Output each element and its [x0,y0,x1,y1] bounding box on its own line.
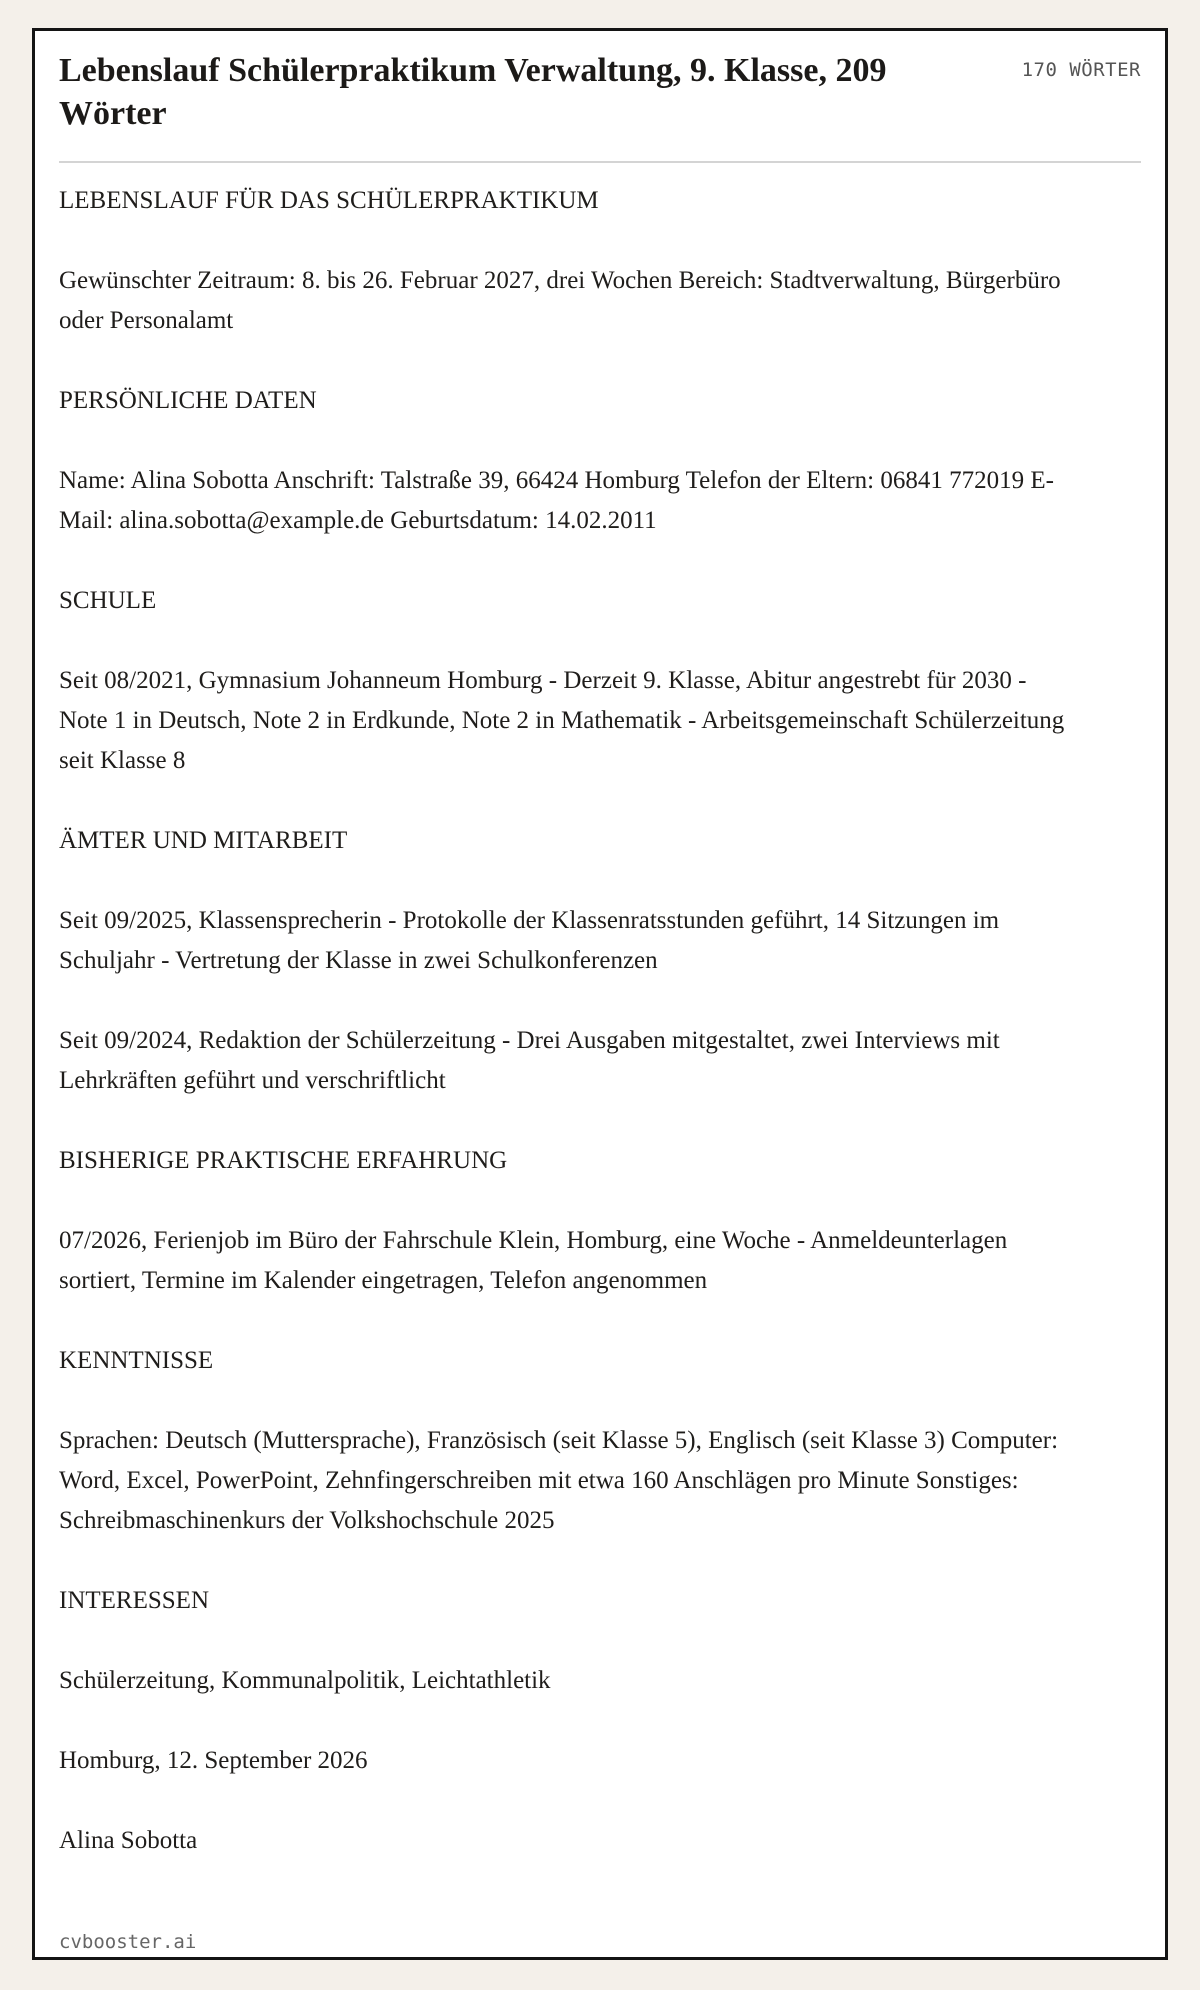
document-title: Lebenslauf Schülerpraktikum Verwaltung, 9. Klasse, 209 Wörter [59,52,887,132]
intro-text: Gewünschter Zeitraum: 8. bis 26. Februar 2027, drei Wochen Bereich: Stadtverwaltung, Bürgerbüro oder Personalamt [59,267,1061,334]
personal-data-text: Name: Alina Sobotta Anschrift: Talstraße 39, 66424 Homburg Telefon der Eltern: 06841 772019 E-Mail: alina.sobotta@example.de Geburtsdatum: 14.02.2011 [59,467,1054,534]
section-heading-interests: INTERESSEN [59,1587,209,1614]
roles-entry: Seit 09/2025, Klassensprecherin - Protokolle der Klassenratsstunden geführt, 14 Sitzungen im Schuljahr - Vertretung der Klasse in zwei Schulkonferenzen [59,907,1000,974]
section-heading-personal: PERSÖNLICHE DATEN [59,387,317,414]
school-text: Seit 08/2021, Gymnasium Johanneum Homburg - Derzeit 9. Klasse, Abitur angestrebt für 2030 - Note 1 in Deutsch, Note 2 in Erdkunde, Note 2 in Mathematik - Arbeitsgemeinschaft Schülerzeitung seit Klasse 8 [59,667,1065,774]
section-heading-experience: BISHERIGE PRAKTISCHE ERFAHRUNG [59,1147,508,1174]
section-heading-school: SCHULE [59,587,157,614]
resume-body [59,181,1079,1901]
resume-card [32,28,1168,1960]
word-count-badge: 170 WÖRTER [1021,59,1141,81]
section-heading-skills: KENNTNISSE [59,1347,214,1374]
card-header [59,49,1141,163]
interests-text: Schülerzeitung, Kommunalpolitik, Leichtathletik [59,1667,551,1694]
roles-entry: Seit 09/2024, Redaktion der Schülerzeitung - Drei Ausgaben mitgestaltet, zwei Interviews mit Lehrkräften geführt und verschriftlicht [59,1027,1000,1094]
section-heading-roles: ÄMTER UND MITARBEIT [59,827,348,854]
brand-watermark: cvbooster.ai [59,1931,197,1953]
signature-name: Alina Sobotta [59,1827,198,1854]
place-date: Homburg, 12. September 2026 [59,1747,368,1774]
resume-heading: LEBENSLAUF FÜR DAS SCHÜLERPRAKTIKUM [59,187,599,214]
experience-text: 07/2026, Ferienjob im Büro der Fahrschule Klein, Homburg, eine Woche - Anmeldeunterlagen sortiert, Termine im Kalender eingetragen, Telefon angenommen [59,1227,1008,1294]
skills-text: Sprachen: Deutsch (Muttersprache), Französisch (seit Klasse 5), Englisch (seit Klasse 3) Computer: Word, Excel, PowerPoint, Zehnfingerschreiben mit etwa 160 Anschlägen pro Minute Sonstiges: Schreibmaschinenkurs der Volkshochschule 2025 [59,1427,1059,1534]
